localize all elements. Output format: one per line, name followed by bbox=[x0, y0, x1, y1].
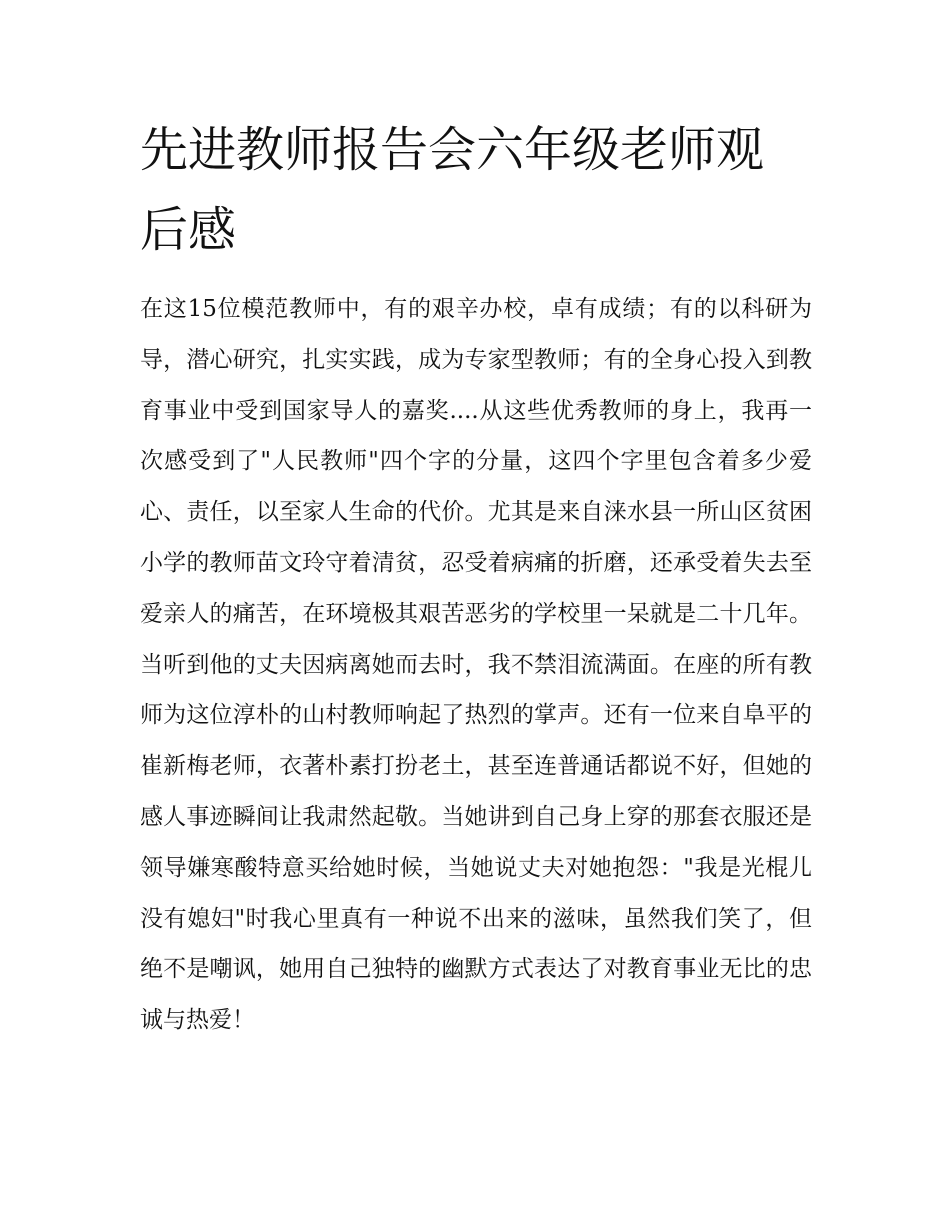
document-paragraph: 在这15位模范教师中，有的艰辛办校，卓有成绩；有的以科研为导，潜心研究，扎实实践，成为专家型教师；有的全身心投入到教育事业中受到国家导人的嘉奖....从这些优秀教师的身上，我再一次感受到了"人民教师"四个字的分量，这四个字里包含着多少爱心、责任，以至家人生命的代价。尤其是来自涞水县一所山区贫困小学的教师苗文玲守着清贫，忍受着病痛的折磨，还承受着失去至爱亲人的痛苦，在环境极其艰苦恶劣的学校里一呆就是二十几年。当听到他的丈夫因病离她而去时，我不禁泪流满面。在座的所有教师为这位淳朴的山村教师响起了热烈的掌声。还有一位来自阜平的崔新梅老师，衣著朴素打扮老土，甚至连普通话都说不好，但她的感人事迹瞬间让我肃然起敬。当她讲到自己身上穿的那套衣服还是领导嫌寒酸特意买给她时候，当她说丈夫对她抱怨："我是光棍儿没有媳妇"时我心里真有一种说不出来的滋味，虽然我们笑了，但绝不是嘲讽，她用自己独特的幽默方式表达了对教育事业无比的忠诚与热爱！ bbox=[140, 296, 812, 1034]
document-title: 先进教师报告会六年级老师观后感 bbox=[140, 122, 765, 258]
